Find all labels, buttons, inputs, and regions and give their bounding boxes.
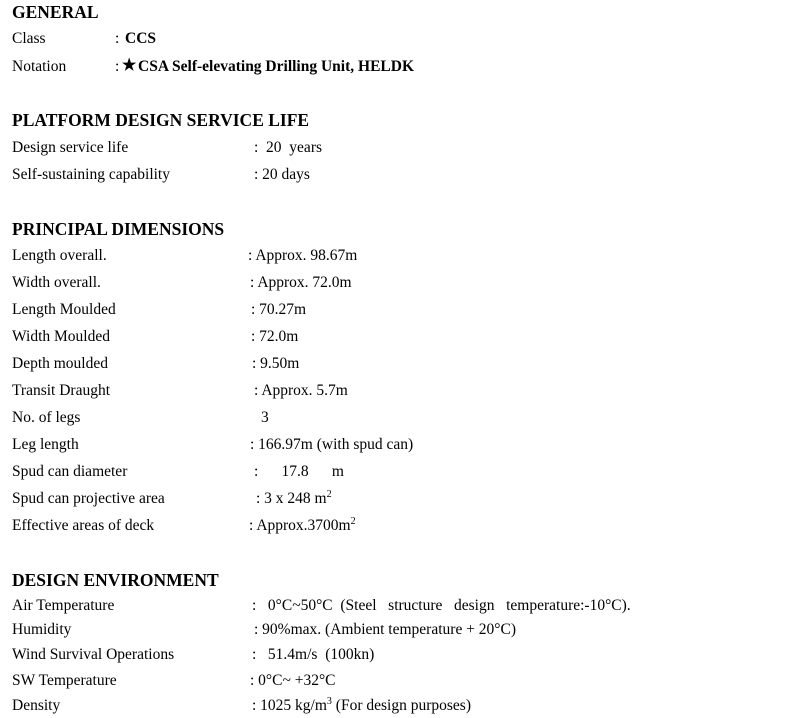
depth-moulded-label: Depth moulded xyxy=(12,355,108,372)
service-life-heading: PLATFORM DESIGN SERVICE LIFE xyxy=(12,110,310,130)
length-moulded-value: : 70.27m xyxy=(251,301,307,318)
length-moulded-label: Length Moulded xyxy=(12,301,116,318)
wind-survival-value: : 51.4m/s (100kn) xyxy=(252,646,375,663)
sw-temperature-label: SW Temperature xyxy=(12,672,117,689)
spud-can-diameter-label: Spud can diameter xyxy=(12,463,128,480)
spud-can-diameter-value: : 17.8 m xyxy=(254,463,344,480)
transit-draught-value: : Approx. 5.7m xyxy=(254,382,348,399)
class-value: CCS xyxy=(125,30,157,47)
self-sustaining-value: : 20 days xyxy=(254,166,310,183)
no-of-legs-label: No. of legs xyxy=(12,409,81,426)
class-separator: : xyxy=(115,30,120,47)
air-temperature-label: Air Temperature xyxy=(12,597,115,614)
transit-draught-label: Transit Draught xyxy=(12,382,111,399)
depth-moulded-value: : 9.50m xyxy=(252,355,300,372)
self-sustaining-label: Self-sustaining capability xyxy=(12,166,170,183)
spud-can-area-value: : 3 x 248 $m^2$ xyxy=(256,489,332,507)
length-overall-value: : Approx. 98.67m xyxy=(248,247,358,264)
humidity-label: Humidity xyxy=(12,621,72,638)
width-overall-label: Width overall. xyxy=(12,274,101,291)
humidity-value: : 90%max. (Ambient temperature + 20°C) xyxy=(254,621,517,638)
width-overall-value: : Approx. 72.0m xyxy=(250,274,352,291)
leg-length-label: Leg length xyxy=(12,436,79,453)
wind-survival-label: Wind Survival Operations xyxy=(12,646,175,663)
air-temperature-value: : 0°C~50°C (Steel structure design temperature:-10°C). xyxy=(252,597,631,614)
deck-area-superscript: 2 xyxy=(350,516,356,527)
spud-can-area-label: Spud can projective area xyxy=(12,490,165,507)
notation-separator: : xyxy=(115,58,120,75)
star-icon: ★ xyxy=(122,57,137,74)
width-moulded-value: : 72.0m xyxy=(251,328,299,345)
leg-length-value: : 166.97m (with spud can) xyxy=(250,436,414,453)
length-overall-label: Length overall. xyxy=(12,247,107,264)
width-moulded-label: Width Moulded xyxy=(12,328,110,345)
density-value: : 1025 $kg/m^3$ (For design purposes) xyxy=(252,696,471,714)
density-label: Density xyxy=(12,697,61,714)
environment-heading: DESIGN ENVIRONMENT xyxy=(12,570,219,590)
notation-value: CSA Self-elevating Drilling Unit, HELDK xyxy=(138,58,414,75)
density-superscript: 3 xyxy=(326,696,332,707)
design-service-life-value: : 20 years xyxy=(254,139,323,156)
deck-area-value: : $Approx.3700m^2$ xyxy=(249,516,356,534)
deck-area-label: Effective areas of deck xyxy=(12,517,155,534)
dimensions-heading: PRINCIPAL DIMENSIONS xyxy=(12,219,225,239)
design-service-life-label: Design service life xyxy=(12,139,129,156)
spud-can-area-superscript: 2 xyxy=(326,489,332,500)
notation-label: Notation xyxy=(12,58,67,75)
sw-temperature-value: : 0°C~ +32°C xyxy=(250,672,336,689)
general-heading: GENERAL xyxy=(12,2,99,22)
class-label: Class xyxy=(12,30,46,47)
no-of-legs-value: 3 xyxy=(261,409,269,426)
